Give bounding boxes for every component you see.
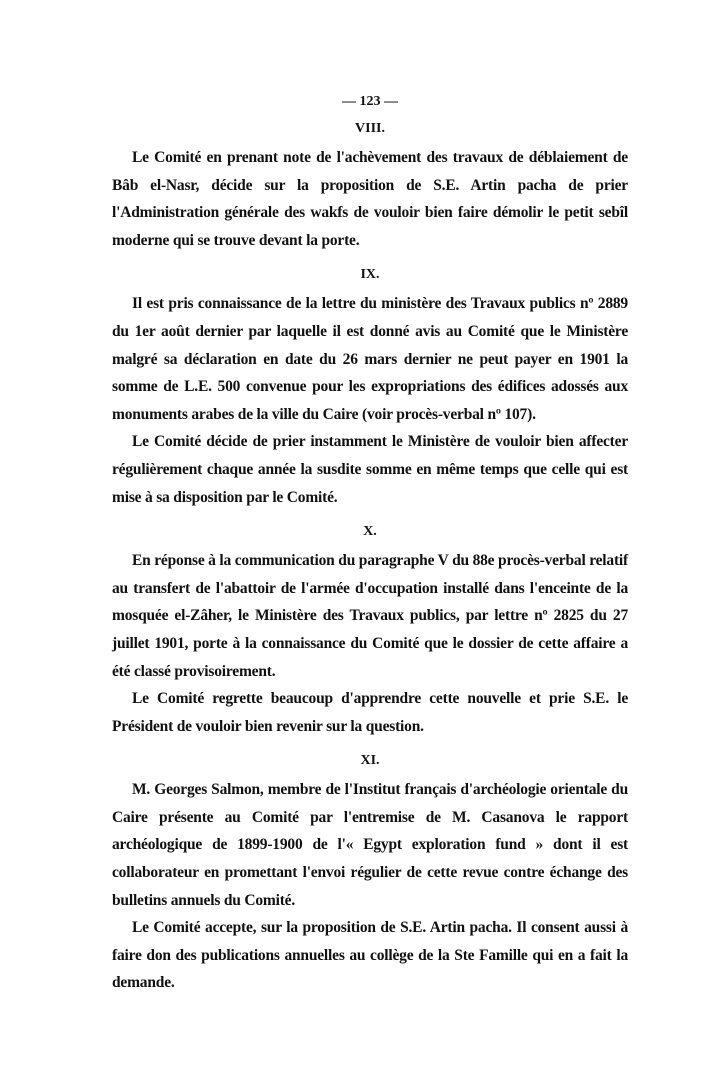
section-ix bbox=[112, 260, 628, 511]
paragraph: En réponse à la communication du paragraphe V du 88e procès-verbal relatif au transfert de l'abattoir de l'armée d'occupation installé dans l'enceinte de la mosquée el-Zâher, le Ministère des Travaux publics, par lettre nº 2825 du 27 juillet 1901, porte à la connaissance du Comité que le dossier de cette affaire a été classé provisoirement. bbox=[112, 552, 628, 680]
section-heading: VIII. bbox=[355, 121, 385, 136]
section-viii bbox=[112, 114, 628, 254]
document-page bbox=[112, 88, 628, 999]
section-heading: X. bbox=[363, 524, 377, 540]
paragraph: Le Comité accepte, sur la proposition de S.E. Artin pacha. Il consent aussi à faire don des publications annuelles au collège de la Ste Famille qui en a fait la demande. bbox=[112, 919, 628, 992]
section-xi bbox=[112, 746, 628, 997]
section-heading: XI. bbox=[360, 753, 380, 769]
paragraph: M. Georges Salmon, membre de l'Institut français d'archéologie orientale du Caire présente au Comité par l'entremise de M. Casanova le rapport archéologique de 1899-1900 de l'« Egypt exploration fund » dont il est collaborateur en promettant l'envoi régulier de cette revue contre échange des bulletins annuels du Comité. bbox=[112, 781, 628, 909]
paragraph: Le Comité en prenant note de l'achèvement des travaux de déblaiement de Bâb el-Nasr, décide sur la proposition de S.E. Artin pacha de prier l'Administration générale des wakfs de vouloir bien faire démolir le petit sebîl moderne qui se trouve devant la porte. bbox=[112, 149, 628, 249]
section-x bbox=[112, 517, 628, 740]
paragraph: Il est pris connaissance de la lettre du ministère des Travaux publics nº 2889 du 1er août dernier par laquelle il est donné avis au Comité que le Ministère malgré sa déclaration en date du 26 mars dernier ne peut payer en 1901 la somme de L.E. 500 convenue pour les expropriations des édifices adossés aux monuments arabes de la ville du Caire (voir procès-verbal nº 107). bbox=[112, 295, 628, 423]
paragraph: Le Comité regrette beaucoup d'apprendre cette nouvelle et prie S.E. le Président de vouloir bien revenir sur la question. bbox=[112, 690, 628, 735]
section-heading: IX. bbox=[360, 267, 380, 283]
paragraph: Le Comité décide de prier instamment le Ministère de vouloir bien affecter régulièrement chaque année la susdite somme en même temps que celle qui est mise à sa disposition par le Comité. bbox=[112, 433, 628, 506]
page-number: — 123 — bbox=[342, 94, 398, 109]
